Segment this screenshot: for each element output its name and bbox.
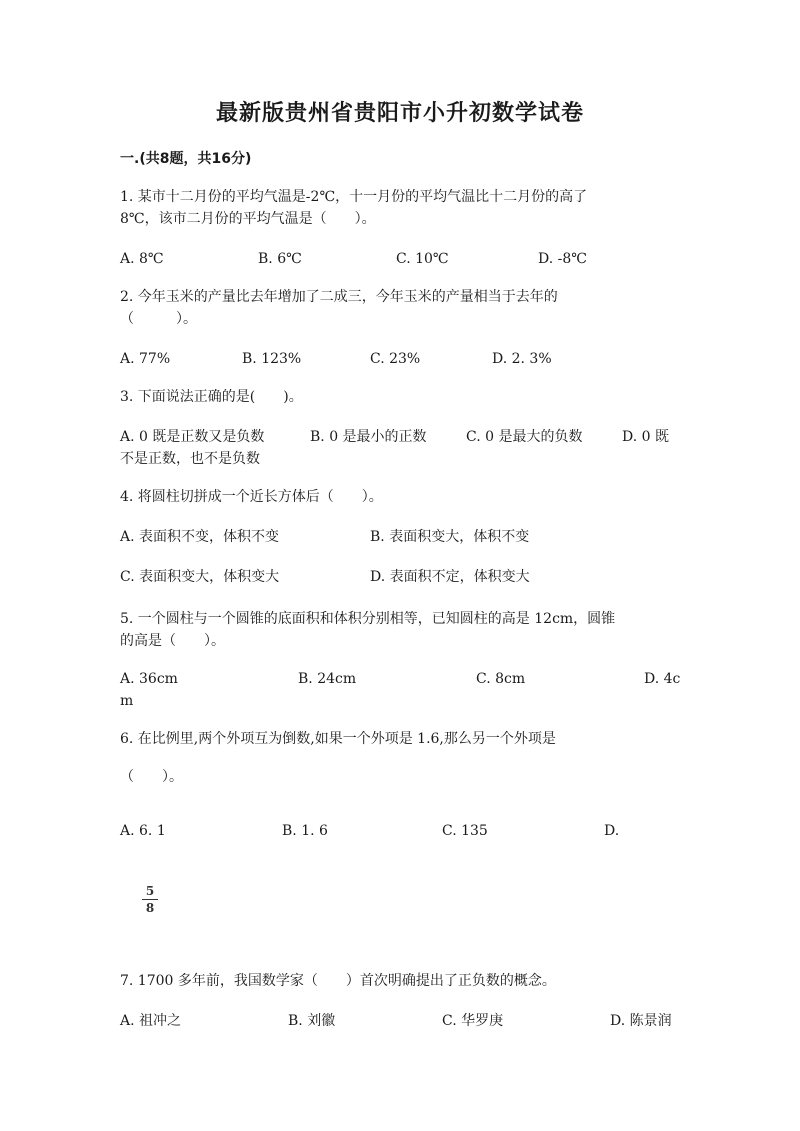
question-text: 1. 某市十二月份的平均气温是-2℃，十一月份的平均气温比十二月份的高了 (120, 189, 588, 205)
question-text: 3. 下面说法正确的是( )。 (120, 389, 303, 405)
q7-option-c: C. 华罗庚 (442, 1013, 504, 1029)
question-1 (120, 186, 680, 230)
question-text: 7. 1700 多年前，我国数学家（ ）首次明确提出了正负数的概念。 (120, 973, 556, 989)
question-text: 4. 将圆柱切拼成一个近长方体后（ ）。 (120, 489, 383, 505)
q2-option-a: A. 77% (120, 351, 171, 367)
q5-option-b: B. 24cm (298, 671, 357, 687)
q3-option-c: C. 0 是最大的负数 (466, 429, 583, 445)
q2-option-c: C. 23% (370, 351, 421, 367)
q5-option-d: D. 4c (644, 671, 681, 687)
q1-option-b: B. 6℃ (258, 251, 302, 267)
q7-option-a: A. 祖冲之 (120, 1013, 182, 1029)
fraction-denominator: 8 (145, 901, 155, 915)
question-6-blank (120, 766, 680, 788)
q1-option-c: C. 10℃ (396, 251, 449, 267)
q7-option-d: D. 陈景润 (610, 1013, 672, 1029)
question-text: 6. 在比例里,两个外项互为倒数,如果一个外项是 1.6,那么另一个外项是 (120, 731, 556, 747)
question-text: （ ）。 (120, 769, 183, 785)
q6-option-a: A. 6. 1 (120, 823, 166, 839)
q4-option-b: B. 表面积变大，体积不变 (370, 529, 530, 545)
section-heading: 一.(共8题，共16分) (120, 151, 252, 167)
question-4 (120, 486, 680, 508)
q5-option-a: A. 36cm (120, 671, 178, 687)
q1-option-a: A. 8℃ (120, 251, 164, 267)
question-2 (120, 286, 680, 330)
question-text: （ ）。 (120, 311, 197, 327)
question-3 (120, 386, 680, 408)
q3-option-b: B. 0 是最小的正数 (310, 429, 427, 445)
q3-option-d: D. 0 既 (622, 429, 669, 445)
q6-option-d: D. (604, 823, 620, 839)
q5-option-c: C. 8cm (476, 671, 526, 687)
q5-option-d-wrap: m (120, 693, 134, 709)
question-6 (120, 728, 680, 750)
q4-option-d: D. 表面积不定，体积变大 (370, 569, 530, 585)
q6-option-c: C. 135 (442, 823, 488, 839)
q2-option-b: B. 123% (242, 351, 302, 367)
fraction-numerator: 5 (145, 884, 155, 898)
q4-option-a: A. 表面积不变，体积不变 (120, 529, 280, 545)
q1-option-d: D. -8℃ (538, 251, 587, 267)
question-text: 8℃，该市二月份的平均气温是（ ）。 (120, 211, 376, 227)
fraction-bar (142, 899, 158, 900)
q7-option-b: B. 刘徽 (288, 1013, 336, 1029)
page-title: 最新版贵州省贵阳市小升初数学试卷 (215, 101, 584, 126)
question-text: 的高是（ ）。 (120, 633, 225, 649)
question-7 (120, 970, 680, 992)
question-text: 5. 一个圆柱与一个圆锥的底面积和体积分别相等，已知圆柱的高是 12cm，圆锥 (120, 611, 616, 627)
q2-option-d: D. 2. 3% (492, 351, 552, 367)
q3-option-d-wrap: 不是正数，也不是负数 (120, 451, 260, 467)
q6-option-b: B. 1. 6 (282, 823, 328, 839)
question-5 (120, 608, 680, 652)
q3-option-a: A. 0 既是正数又是负数 (120, 429, 265, 445)
question-text: 2. 今年玉米的产量比去年增加了二成三，今年玉米的产量相当于去年的 (120, 289, 558, 305)
q6-option-d-fraction (142, 884, 158, 915)
q4-option-c: C. 表面积变大，体积变大 (120, 569, 280, 585)
